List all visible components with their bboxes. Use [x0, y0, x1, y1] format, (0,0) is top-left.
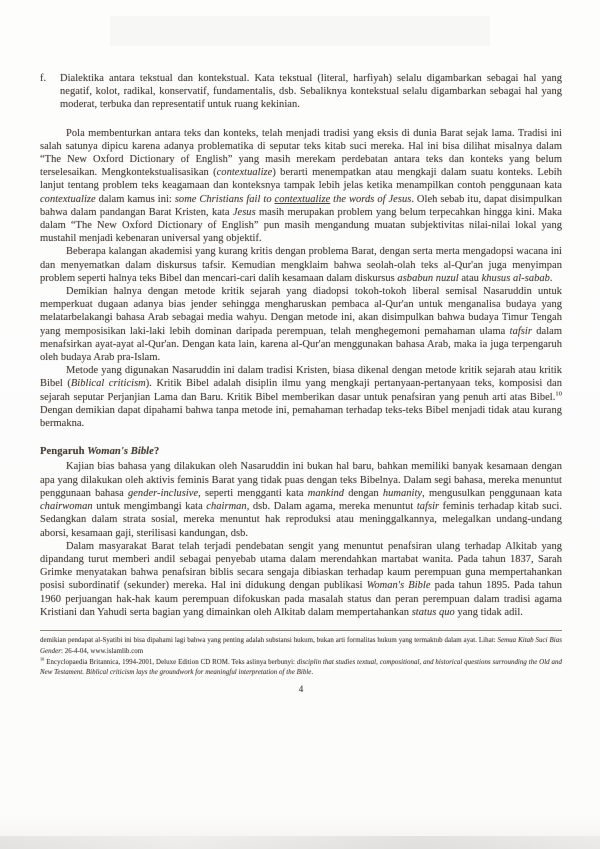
- list-item-marker: f.: [40, 73, 47, 84]
- section-heading: Pengaruh Woman's Bible?: [40, 446, 160, 458]
- footnotes-section: [40, 630, 562, 679]
- footnote-separator: [40, 630, 562, 631]
- list-item-text: Dialektika antara tekstual dan kontekstual. Kata tekstual (literal, harfiyah) selalu digambarkan sebagai hal yang negatif, kolot, radikal, konservatif, fundamentalis, dsb. Sebaliknya kontekstual selalu digambarkan sebagai hal yang moderat, terbuka dan representatif untuk ruang kekinian.: [60, 73, 562, 111]
- paragraph-demikian-halnya: Demikian halnya dengan metode kritik sejarah yang diadopsi tokoh-tokoh liberal semisal Nasaruddin untuk memperkuat dugaan adanya bias jender sehingga mengharuskan pembaca al-Qur'an untuk menganalisa budaya yang melatarbelakangi bahasa Arab sebagai media wahyu. Dengan metode ini, akan disimpulkan bahwa budaya Timur Tengah yang memposisikan laki-laki lebih dominan daripada perempuan, telah menghegemoni pemahaman ulama tafsir dalam menafsirkan ayat-ayat al-Qur'an. Dengan kata lain, karena al-Qur'an menggunakan bahasa Arab, maka ia juga terpengaruh oleh budaya Arab pra-Islam.: [40, 286, 563, 364]
- scan-artifact-bottom: [0, 836, 600, 849]
- list-item-f: [40, 72, 562, 112]
- page-number: 4: [298, 684, 304, 695]
- paragraph-pola-membenturkan: Pola membenturkan antara teks dan konteks, telah menjadi tradisi yang eksis di dunia Barat sejak lama. Tradisi ini salah satunya dipicu karena adanya problematika di seputar teks kitab suci mereka. Hal ini bisa dilihat misalnya dalam “The New Oxford Dictionary of English” yang masih merekam perdebatan antara teks dan konteks yang belum terselesaikan. Mengkontekstualisasikan (contextualize) berarti menempatkan atau mengkaji dalam suatu konteks. Lebih lanjut tentang problem teks keagamaan dan konteksnya tampak lebih jelas ketika menampilkan contoh penggunaan kata contextualize dalam kamus ini: some Christians fail to contextualize the words of Jesus. Oleh sebab itu, dapat disimpulkan bahwa dalam pandangan Barat Kristen, kata Jesus masih merupakan problem yang belum terpecahkan hingga kini. Maka dalam “The New Oxford Dictionary of English” pun masih mengandung muatan subjektivitas nilai-nilai lokal yang mustahil menjadi kebenaran universal yang objektif.: [40, 127, 562, 245]
- footnote-2: $^{10}$ Encyclopaedia Britannica, 1994-2001, Deluxe Edition CD ROM. Teks aslinya berbunyi: disciplin that studies textual, compositional, and historical questions surrounding the Old and New Testament. Biblical criticism lays the groundwork for meaningful interpretation of the Bible.: [40, 656, 562, 677]
- paragraph-metode-kritik: Metode yang digunakan Nasaruddin ini dalam tradisi Kristen, biasa dikenal dengan metode kritik sejarah atau kritik Bibel (Biblical criticism). Kritik Bibel adalah disiplin ilmu yang mengkaji pertanyaan-pertanyaan teks, komposisi dan sejarah seputar Perjanjian Lama dan Baru. Kritik Bibel memberikan dasar untuk penafsiran yang penuh arti atas Bibel.$^{10}$ Dengan demikian dapat dipahami bahwa tanpa metode ini, pemahaman terhadap teks-teks Bibel menjadi tidak atau kurang bermakna.: [40, 365, 562, 430]
- scan-artifact-top: [110, 16, 490, 46]
- text-column: [40, 72, 562, 696]
- paragraph-kajian-bias: Kajian bias bahasa yang dilakukan oleh Nasaruddin ini bukan hal baru, bahkan memiliki banyak kesamaan dengan apa yang dilakukan oleh aktivis feminis Barat yang tidak puas dengan teks Bibelnya. Dalam segi bahasa, mereka menuntut penggunaan bahasa gender-inclusive, seperti mengganti kata mankind dengan humanity, mengusulkan penggunaan kata chairwoman untuk mengimbangi kata chairman, dsb. Dalam agama, mereka menuntut tafsir feminis terhadap kitab suci. Sedangkan dalam strata sosial, mereka menuntut hak reproduksi atau meninggalkannya, melegalkan undang-undang aborsi, kesamaan gaji, sterilisasi kandungan, dsb.: [40, 461, 563, 539]
- paragraph-dalam-masyarakat: Dalam masyarakat Barat telah terjadi pendebatan sengit yang menuntut penafsiran ulang terhadap Alkitab yang dipandang turut memberi andil sebagai penyebab utama dalam merendahkan martabat wanita. Pada tahun 1837, Sarah Grimke menyatakan bahwa penafsiran biblis secara sengaja dibiaskan terhadap kaum perempuan guna mempertahankan posisi subordinatif (sekunder) mereka. Hal ini didukung dengan publikasi Woman's Bible pada tahun 1895. Pada tahun 1960 perjuangan hak-hak kaum perempuan difokuskan pada masalah status dan peran perempuan dalam tradisi agama Kristiani dan Yahudi serta bagian yang dimainkan oleh Alkitab dalam mempertahankan status quo yang tidak adil.: [40, 540, 562, 618]
- paragraph-beberapa-kalangan: Beberapa kalangan akademisi yang kurang kritis dengan problema Barat, dengan serta merta mengadopsi wacana ini dan menyematkan dalam diskursus tafsir. Kemudian mengklaim bahwa seolah-olah teks al-Qur'an juga menyimpan problem seperti halnya teks Bibel dan mencari-cari dalih kesamaan dalam diskursus asbabun nuzul atau khusus al-sabab.: [40, 246, 562, 284]
- footnote-1: demikian pendapat al-Syatibi ini bisa dipahami lagi bahwa yang penting adalah substansi hukum, bukan arti formalitas hukum yang termaktub dalam ayat. Lihat: Semua Kitab Suci Bias Gender: 26-4-04, www.islamlib.com: [40, 636, 562, 655]
